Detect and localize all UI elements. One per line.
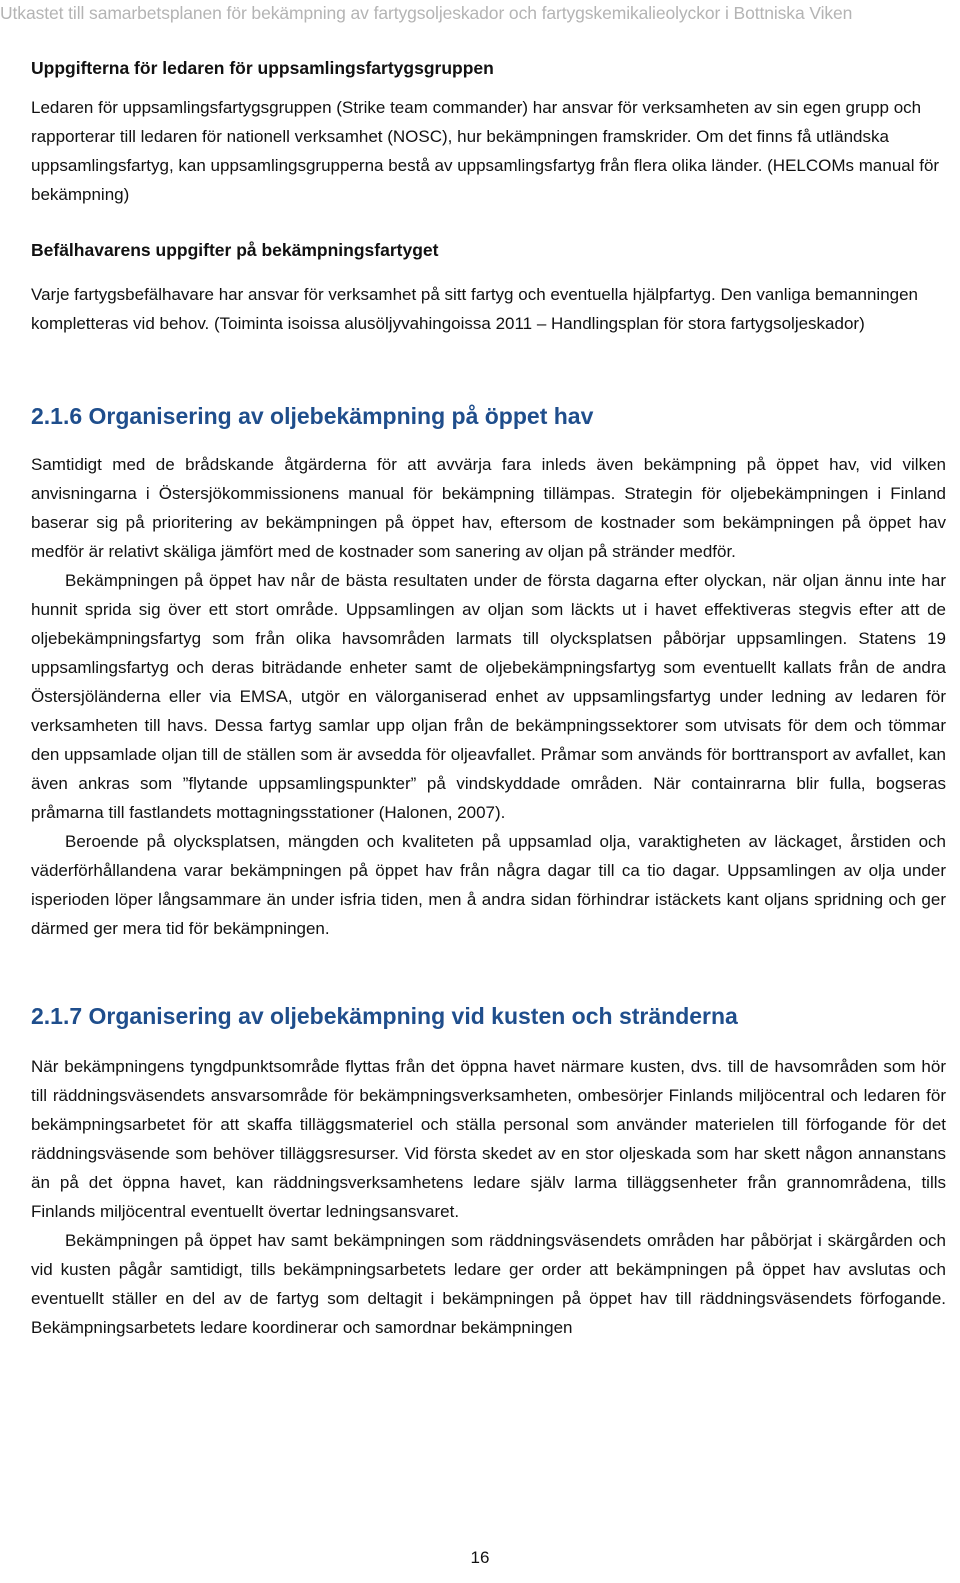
page-number: 16 — [470, 1548, 490, 1567]
paragraph-open-sea-3: Beroende på olycksplatsen, mängden och kvaliteten på uppsamlad olja, varaktigheten av läckaget, årstiden och väderförhållandena varar bekämpningen på öppet hav från några dagar till ca tio dagar. Uppsamlingen av olja under isperioden löper långsammare än under isfria tiden, men å andra sidan förhindrar istäckets kant oljans spridning och ger därmed ger mera tid för bekämpningen. — [31, 832, 946, 938]
running-header: Utkastet till samarbetsplanen för bekämpning av fartygsoljeskador och fartygskemikalieolyckor i Bottniska Viken — [0, 3, 853, 23]
paragraph-open-sea-2: Bekämpningen på öppet hav når de bästa resultaten under de första dagarna efter olyckan, när oljan ännu inte har hunnit sprida sig över ett stort område. Uppsamlingen av oljan som läckts ut i havet effektiveras stegvis efter att de oljebekämpningsfartyg som från olika havsområden larmats till olycksplatsen påbörjar uppsamlingen. Statens 19 uppsamlingsfartyg och deras biträdande enheter samt de oljebekämpningsfartyg som eventuellt kallats från de andra Östersjöländerna eller via EMSA, utgör en välorganiserad enhet av uppsamlingsfartyg under ledning av ledaren för verksamheten till havs. Dessa fartyg samlar upp oljan från de bekämpningssektorer som utvisats för dem och tömmar den uppsamlade oljan till de ställen som är avsedda för oljeavfallet. Pråmar som används för borttransport av avfallet, kan även ankras som ”flytande uppsamlingspunkter” på vindskyddade områden. När containrarna blir fulla, bogseras pråmarna till fastlandets mottagningsstationer (Halonen, 2007). — [31, 571, 946, 822]
paragraph-captain: Varje fartygsbefälhavare har ansvar för verksamhet på sitt fartyg och eventuella hjälpfartyg. Den vanliga bemanningen kompletteras vid behov. (Toiminta isoissa alusöljyvahingoissa 2011 – Handlingsplan för stora fartygsoljeskador) — [31, 285, 919, 333]
subheading-strike-team: Uppgifterna för ledaren för uppsamlingsfartygsgruppen — [31, 58, 494, 78]
section-heading-open-sea: 2.1.6 Organisering av oljebekämpning på öppet hav — [31, 403, 594, 429]
paragraph-strike-team: Ledaren för uppsamlingsfartygsgruppen (Strike team commander) har ansvar för verksamheten av sin egen grupp och rapporterar till ledaren för nationell verksamhet (NOSC), hur bekämpningen framskrider. Om det finns få utländska uppsamlingsfartyg, kan uppsamlingsgrupperna bestå av uppsamlingsfartyg från flera olika länder. (HELCOMs manual för bekämpning) — [31, 98, 940, 204]
section-heading-coast: 2.1.7 Organisering av oljebekämpning vid kusten och stränderna — [31, 1003, 738, 1029]
paragraph-coast-2: Bekämpningen på öppet hav samt bekämpningen som räddningsväsendets områden har påbörjat i skärgården och vid kusten pågår samtidigt, tills bekämpningsarbetets ledare ger order att bekämpningen på öppet hav avslutas och eventuellt ställer en del av de fartyg som deltagit i bekämpningen på öppet hav till räddningsväsendets förfogande. Bekämpningsarbetets ledare koordinerar och samordnar bekämpningen — [31, 1231, 946, 1337]
subheading-captain: Befälhavarens uppgifter på bekämpningsfartyget — [31, 240, 439, 260]
document-body — [31, 54, 946, 1342]
paragraph-coast-1: När bekämpningens tyngdpunktsområde flyttas från det öppna havet närmare kusten, dvs. till de havsområden som hör till räddningsväsendets ansvarsområde för bekämpningsverksamheten, ombesörjer Finlands miljöcentral och ledaren för bekämpningsarbetet för att skaffa tilläggsmateriel och ställa personal som använder materielen till förfogande för det räddningsväsende som behöver tilläggsresurser. Vid första skedet av en stor oljeskada som har skett någon annanstans än på det öppna havet, kan räddningsverksamhetens ledare själv larma tilläggsenheter från grannområdena, tills Finlands miljöcentral eventuellt övertar ledningsansvaret. — [31, 1057, 946, 1221]
paragraph-open-sea-1: Samtidigt med de brådskande åtgärderna för att avvärja fara inleds även bekämpning på öppet hav, vid vilken anvisningarna i Östersjökommissionens manual för bekämpning tillämpas. Strategin för oljebekämpningen i Finland baserar sig på prioritering av bekämpningen på öppet hav, eftersom de kostnader som bekämpningen på öppet hav medför är relativt skäliga jämfört med de kostnader som sanering av oljan på stränder medför. — [31, 455, 946, 561]
